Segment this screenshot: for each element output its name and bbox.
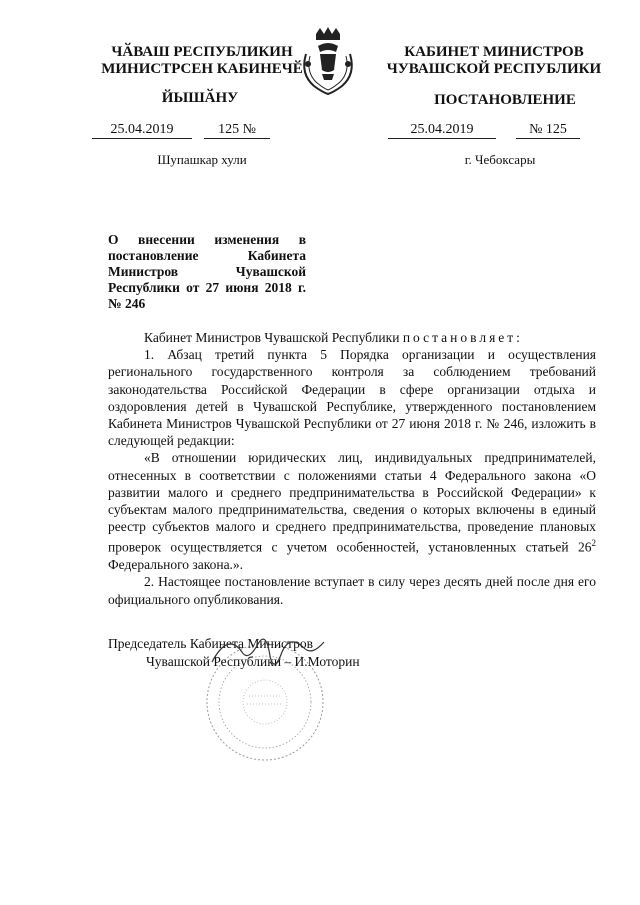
doctype-left: ЙЫШӐНУ: [161, 90, 239, 106]
intro-spaced: постановляет:: [402, 330, 523, 345]
paragraph-2: 2. Настоящее постановление вступает в силу через десять дней после дня его официального опубликования.: [108, 574, 596, 607]
quote-article-sup: 2: [591, 538, 596, 549]
header-left-line2: МИНИСТРСЕН КАБИНЕЧӖ: [101, 61, 303, 77]
handwritten-signature: [208, 622, 328, 687]
header-left: [92, 44, 312, 78]
intro-prefix: Кабинет Министров Чувашской Республики: [144, 330, 403, 345]
quote-after: Федерального закона.».: [108, 557, 244, 573]
doctype-right: ПОСТАНОВЛЕНИЕ: [434, 92, 576, 108]
header-right-line1: КАБИНЕТ МИНИСТРОВ: [404, 44, 584, 60]
right-number-underline: [516, 138, 580, 139]
right-number: № 125: [529, 122, 567, 137]
left-city: Шупашкар хули: [157, 152, 247, 167]
signature-position: Председатель Кабинета Министров: [108, 636, 313, 651]
left-number: 125 №: [218, 122, 256, 137]
paragraph-1: 1. Абзац третий пункта 5 Порядка организации и осуществления регионального государственного контроля за соблюдением требований законодательства Российской Федерации в сфере организации отдыха и оздоровления детей в Чувашской Республике, утвержденного постановлением Кабинета Министров Чувашской Республики от 27 июня 2018 г. № 246, изложить в следующей редакции:: [108, 347, 596, 449]
document-body: [108, 329, 596, 608]
header-left-line1: ЧӐВАШ РЕСПУБЛИКИН: [111, 44, 293, 60]
left-number-underline: [204, 138, 270, 139]
right-date-underline: [388, 138, 496, 139]
header-right-line2: ЧУВАШСКОЙ РЕСПУБЛИКИ: [386, 61, 602, 77]
document-title: О внесении изменения в постановление Кабинета Министров Чувашской Республики от 27 июня 2018 г. № 246: [108, 232, 306, 311]
left-date-underline: [92, 138, 192, 139]
quote-paragraph: [108, 449, 596, 573]
quote-article: 26: [578, 539, 592, 555]
left-date: 25.04.2019: [110, 122, 174, 137]
right-city: г. Чебоксары: [464, 152, 536, 167]
header-right: [378, 44, 610, 78]
intro-paragraph: [108, 329, 596, 346]
right-date: 25.04.2019: [410, 122, 474, 137]
quote-before: «В отношении юридических лиц, индивидуальных предпринимателей, отнесенных в соответствии с положениями статьи 4 Федерального закона «О развитии малого и среднего предпринимательства в Российской Федерации» к субъектам малого предпринимательства, сведения о которых включены в единый реестр субъектов малого и среднего предпринимательства, проведение плановых проверок осуществляется с учетом особенностей, установленных статьей: [108, 450, 596, 555]
signature-name: Чувашской Республики – И.Моторин: [146, 654, 360, 669]
